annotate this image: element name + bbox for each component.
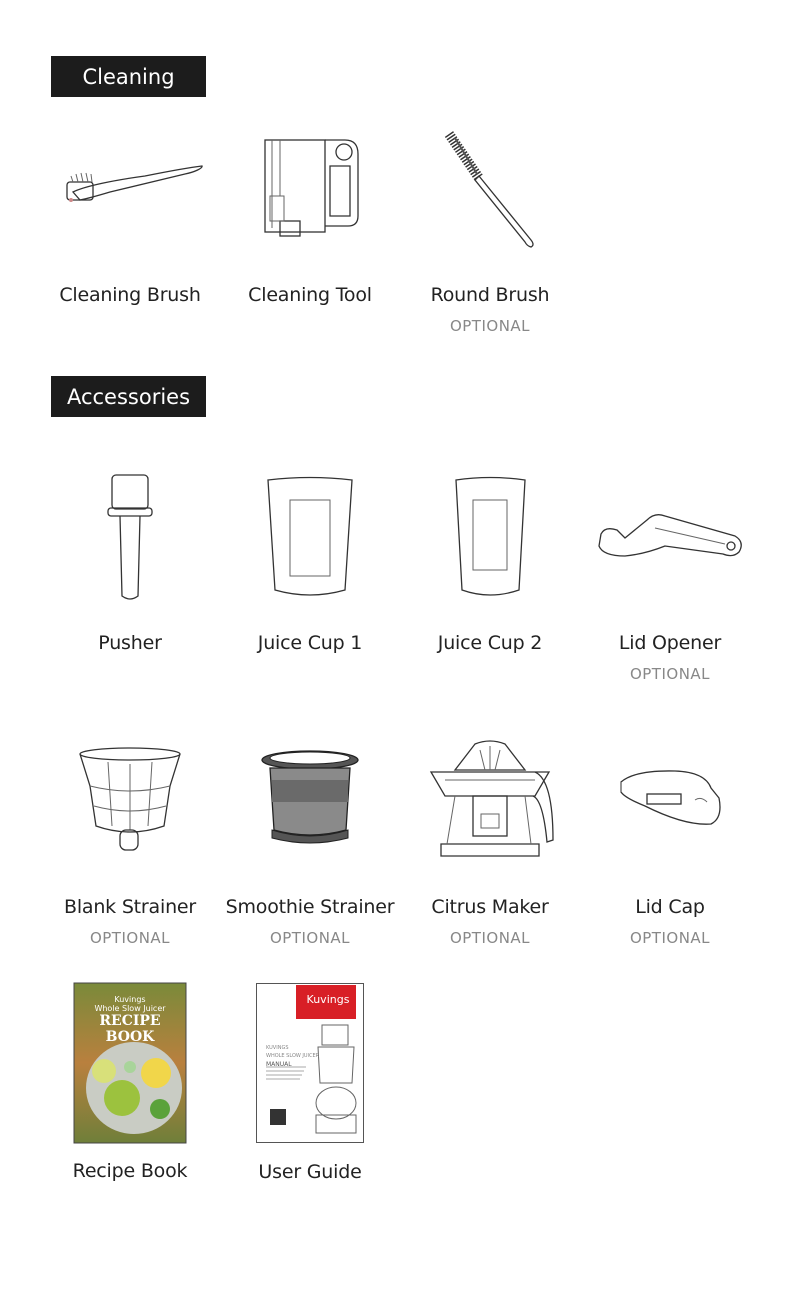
lid-opener-icon [595, 508, 745, 568]
citrus-maker-optional-badge: OPTIONAL [449, 929, 531, 947]
cleaning-tool-icon [260, 136, 360, 241]
recipe-book-label: Recipe Book [72, 1160, 188, 1182]
citrus-maker-label: Citrus Maker [431, 896, 549, 918]
recipe-book-title: RECIPE BOOK [99, 1013, 161, 1045]
user-guide-label: User Guide [258, 1161, 362, 1183]
citrus-maker-icon [425, 740, 555, 860]
juice-cup-1-label: Juice Cup 1 [257, 632, 363, 654]
section-title-accessories: Accessories [51, 376, 206, 417]
recipe-book-brand: Kuvings [114, 995, 146, 1004]
cleaning-tool-label: Cleaning Tool [248, 284, 372, 306]
lid-opener-optional-badge: OPTIONAL [629, 665, 711, 683]
juice-cup-2-illustration [400, 476, 580, 601]
blank-strainer-illustration [40, 746, 220, 854]
pusher-icon [100, 472, 160, 602]
blank-strainer-optional-badge: OPTIONAL [89, 929, 171, 947]
user-guide-line3: MANUAL [266, 1061, 292, 1068]
smoothie-strainer-label: Smoothie Strainer [225, 896, 395, 918]
section-title-cleaning: Cleaning [51, 56, 206, 97]
lid-cap-illustration [580, 768, 760, 830]
lid-opener-illustration [580, 508, 760, 568]
lid-cap-label: Lid Cap [635, 896, 705, 918]
juice-cup-1-illustration [220, 476, 400, 601]
user-guide-brand: Kuvings [306, 993, 350, 1006]
juice-cup-2-icon [453, 476, 528, 601]
cleaning-tool-illustration [220, 136, 400, 241]
lid-cap-icon [615, 768, 725, 830]
recipe-book-cover [40, 983, 220, 1143]
smoothie-strainer-optional-badge: OPTIONAL [269, 929, 351, 947]
round-brush-icon [435, 128, 545, 248]
round-brush-illustration [400, 128, 580, 248]
round-brush-label: Round Brush [430, 284, 550, 306]
user-guide-line2: WHOLE SLOW JUICER [266, 1053, 320, 1059]
lid-opener-label: Lid Opener [618, 632, 722, 654]
blank-strainer-icon [78, 746, 182, 854]
smoothie-strainer-icon [260, 750, 360, 846]
juice-cup-2-label: Juice Cup 2 [437, 632, 543, 654]
juice-cup-1-icon [265, 476, 355, 601]
cleaning-brush-illustration [40, 150, 220, 220]
pusher-label: Pusher [98, 632, 162, 654]
round-brush-optional-badge: OPTIONAL [449, 317, 531, 335]
blank-strainer-label: Blank Strainer [63, 896, 197, 918]
cleaning-brush-label: Cleaning Brush [59, 284, 201, 306]
user-guide-line1: KUVINGS [266, 1045, 289, 1051]
recipe-book-subtitle: Whole Slow Juicer [94, 1004, 166, 1013]
cleaning-brush-icon [55, 150, 205, 220]
pusher-illustration [40, 472, 220, 602]
citrus-maker-illustration [400, 740, 580, 860]
smoothie-strainer-illustration [220, 750, 400, 846]
user-guide-cover [220, 983, 400, 1143]
lid-cap-optional-badge: OPTIONAL [629, 929, 711, 947]
